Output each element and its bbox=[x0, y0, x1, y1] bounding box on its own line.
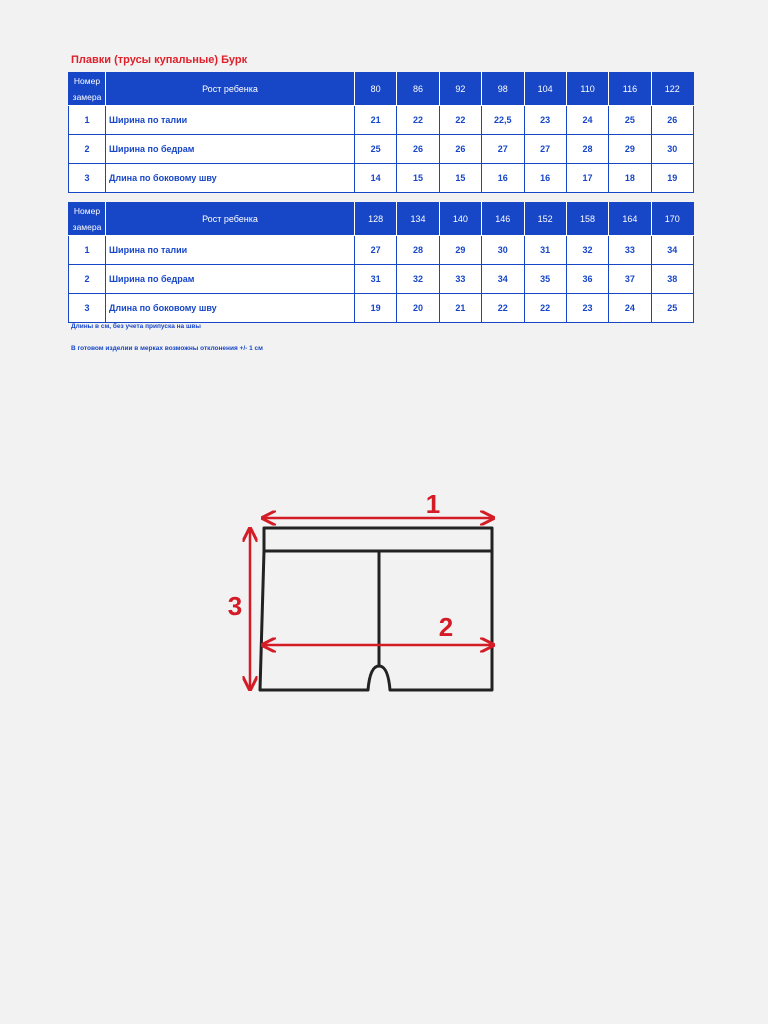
value-cell: 21 bbox=[439, 294, 481, 323]
value-cell: 22 bbox=[524, 294, 566, 323]
value-cell: 15 bbox=[397, 164, 439, 193]
row-label: Ширина по талии bbox=[106, 106, 355, 135]
value-cell: 24 bbox=[609, 294, 651, 323]
value-cell: 27 bbox=[355, 236, 397, 265]
value-cell: 19 bbox=[355, 294, 397, 323]
value-cell: 16 bbox=[524, 164, 566, 193]
header-size-cell: 140 bbox=[439, 203, 481, 236]
value-cell: 25 bbox=[609, 106, 651, 135]
header-size-cell: 146 bbox=[482, 203, 524, 236]
value-cell: 36 bbox=[566, 265, 608, 294]
row-number: 1 bbox=[69, 236, 106, 265]
size-table-2 bbox=[68, 202, 694, 323]
table-row bbox=[69, 265, 694, 294]
value-cell: 28 bbox=[397, 236, 439, 265]
header-size-cell: 164 bbox=[609, 203, 651, 236]
value-cell: 29 bbox=[439, 236, 481, 265]
header-size-cell: 134 bbox=[397, 203, 439, 236]
row-number: 1 bbox=[69, 106, 106, 135]
header-size-cell: 104 bbox=[524, 73, 566, 106]
page-title: Плавки (трусы купальные) Бурк bbox=[71, 54, 248, 66]
shorts-outline bbox=[260, 528, 492, 690]
value-cell: 37 bbox=[609, 265, 651, 294]
value-cell: 26 bbox=[651, 106, 693, 135]
table-header-row bbox=[69, 73, 694, 106]
hips-label: 2 bbox=[438, 612, 454, 642]
value-cell: 23 bbox=[524, 106, 566, 135]
value-cell: 22 bbox=[439, 106, 481, 135]
value-cell: 30 bbox=[651, 135, 693, 164]
value-cell: 19 bbox=[651, 164, 693, 193]
value-cell: 25 bbox=[355, 135, 397, 164]
row-label: Длина по боковому шву bbox=[106, 164, 355, 193]
table-row bbox=[69, 164, 694, 193]
value-cell: 15 bbox=[439, 164, 481, 193]
value-cell: 23 bbox=[566, 294, 608, 323]
header-size-cell: 110 bbox=[566, 73, 608, 106]
value-cell: 22 bbox=[482, 294, 524, 323]
header-number: Номер замера bbox=[69, 203, 106, 236]
header-size-cell: 116 bbox=[609, 73, 651, 106]
header-size-cell: 152 bbox=[524, 203, 566, 236]
row-number: 3 bbox=[69, 294, 106, 323]
header-size-cell: 158 bbox=[566, 203, 608, 236]
row-number: 3 bbox=[69, 164, 106, 193]
value-cell: 38 bbox=[651, 265, 693, 294]
value-cell: 20 bbox=[397, 294, 439, 323]
row-label: Длина по боковому шву bbox=[106, 294, 355, 323]
header-height-label: Рост ребенка bbox=[106, 73, 355, 106]
value-cell: 35 bbox=[524, 265, 566, 294]
value-cell: 33 bbox=[439, 265, 481, 294]
table-row bbox=[69, 294, 694, 323]
row-label: Ширина по талии bbox=[106, 236, 355, 265]
value-cell: 28 bbox=[566, 135, 608, 164]
value-cell: 25 bbox=[651, 294, 693, 323]
row-number: 2 bbox=[69, 265, 106, 294]
value-cell: 34 bbox=[651, 236, 693, 265]
header-size-cell: 170 bbox=[651, 203, 693, 236]
table-header-row bbox=[69, 203, 694, 236]
row-number: 2 bbox=[69, 135, 106, 164]
shorts-body bbox=[260, 551, 492, 690]
value-cell: 16 bbox=[482, 164, 524, 193]
waistband bbox=[264, 528, 492, 551]
table-row bbox=[69, 236, 694, 265]
value-cell: 22,5 bbox=[482, 106, 524, 135]
side-label: 3 bbox=[227, 591, 243, 621]
note-units: Длины в см, без учета припуска на швы bbox=[71, 323, 201, 330]
row-label: Ширина по бедрам bbox=[106, 135, 355, 164]
value-cell: 32 bbox=[566, 236, 608, 265]
value-cell: 21 bbox=[355, 106, 397, 135]
row-label: Ширина по бедрам bbox=[106, 265, 355, 294]
waist-label: 1 bbox=[425, 489, 441, 519]
value-cell: 26 bbox=[397, 135, 439, 164]
header-size-cell: 122 bbox=[651, 73, 693, 106]
value-cell: 34 bbox=[482, 265, 524, 294]
value-cell: 22 bbox=[397, 106, 439, 135]
value-cell: 32 bbox=[397, 265, 439, 294]
value-cell: 17 bbox=[566, 164, 608, 193]
value-cell: 31 bbox=[355, 265, 397, 294]
value-cell: 31 bbox=[524, 236, 566, 265]
header-size-cell: 98 bbox=[482, 73, 524, 106]
value-cell: 14 bbox=[355, 164, 397, 193]
size-table-1 bbox=[68, 72, 694, 193]
value-cell: 26 bbox=[439, 135, 481, 164]
table-row bbox=[69, 106, 694, 135]
header-size-cell: 86 bbox=[397, 73, 439, 106]
header-size-cell: 80 bbox=[355, 73, 397, 106]
header-size-cell: 92 bbox=[439, 73, 481, 106]
header-size-cell: 128 bbox=[355, 203, 397, 236]
value-cell: 24 bbox=[566, 106, 608, 135]
value-cell: 27 bbox=[524, 135, 566, 164]
header-height-label: Рост ребенка bbox=[106, 203, 355, 236]
value-cell: 18 bbox=[609, 164, 651, 193]
table-row bbox=[69, 135, 694, 164]
shorts-diagram bbox=[0, 480, 768, 720]
value-cell: 27 bbox=[482, 135, 524, 164]
value-cell: 30 bbox=[482, 236, 524, 265]
value-cell: 33 bbox=[609, 236, 651, 265]
header-number: Номер замера bbox=[69, 73, 106, 106]
note-tolerance: В готовом изделии в мерках возможны отклонения +/- 1 см bbox=[71, 345, 263, 352]
value-cell: 29 bbox=[609, 135, 651, 164]
